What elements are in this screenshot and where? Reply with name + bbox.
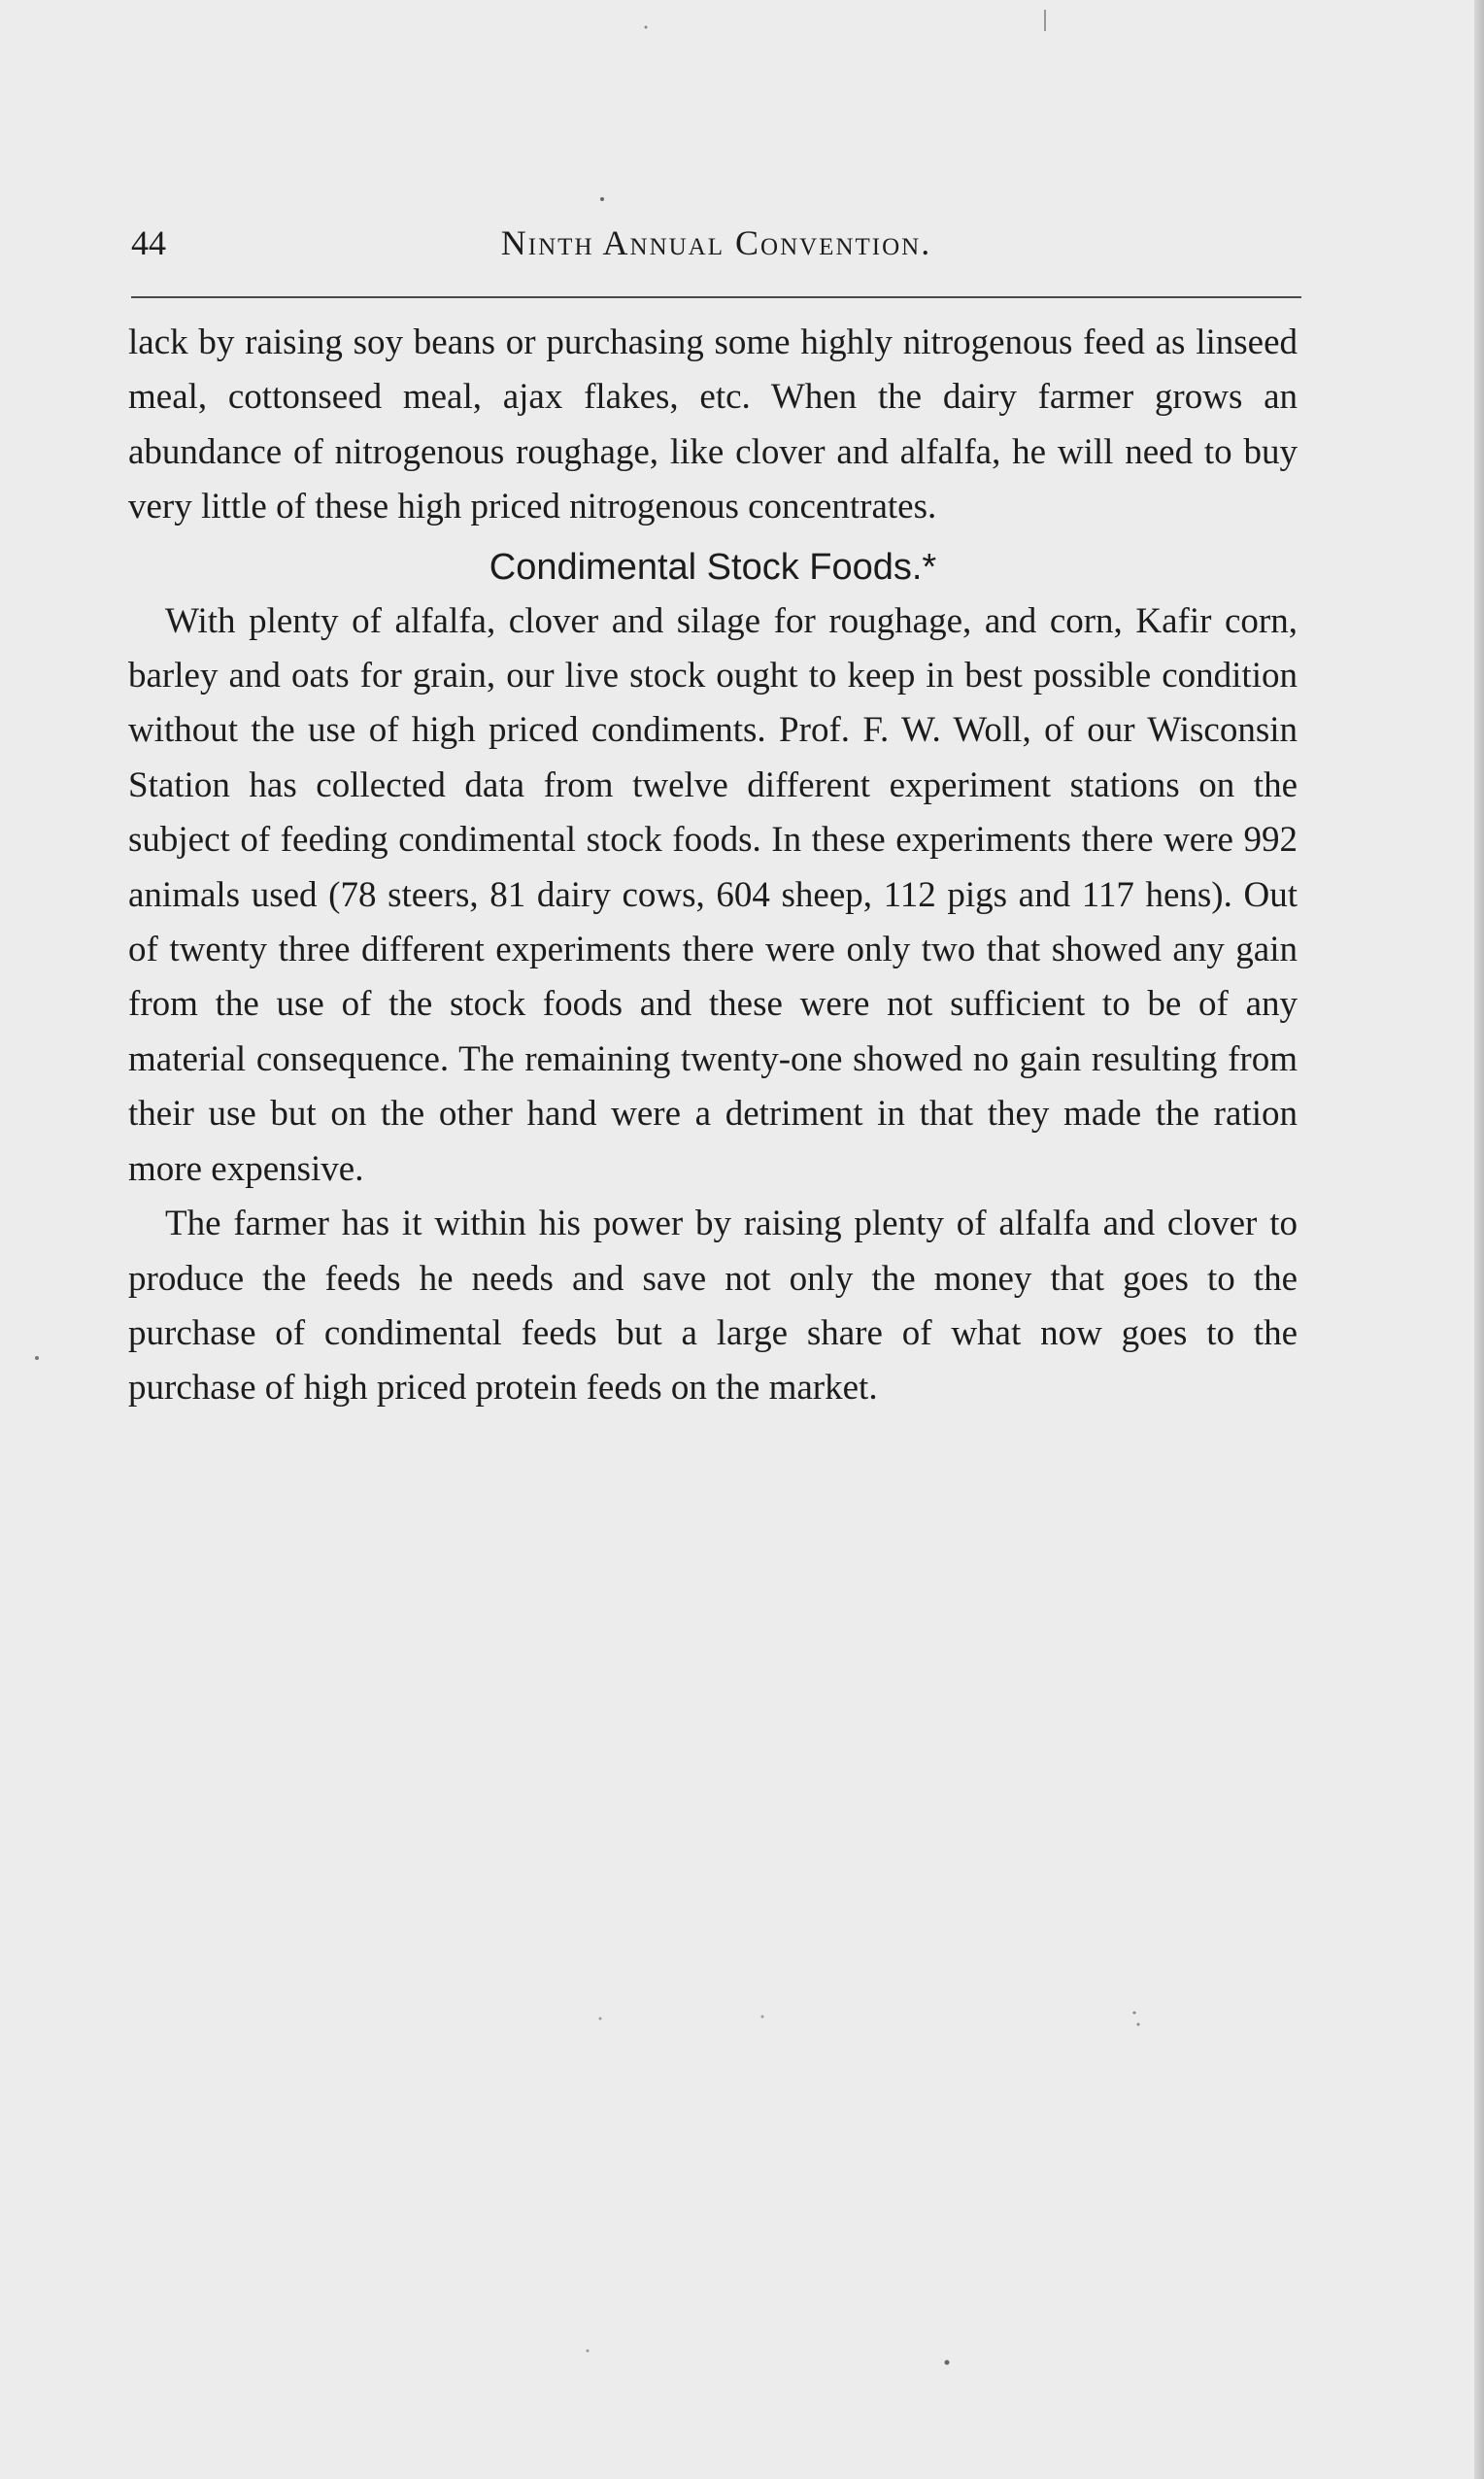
- section-heading: Condimental Stock Foods.*: [489, 546, 937, 588]
- running-title: Ninth Annual Convention.: [500, 223, 932, 262]
- paragraph-condimental-foods: With plenty of alfalfa, clover and silage for roughage, and corn, Kafir corn, barley and oats for grain, our live stock ought to keep in best possible condition without the use of high priced condiments. Prof. F. W. Woll, of our Wisconsin Station has collected data from twelve different experiment stations on the subject of feeding condimental stock foods. In these experiments there were 992 animals used (78 steers, 81 dairy cows, 604 sheep, 112 pigs and 117 hens). Out of twenty three different experiments there were only two that showed any gain from the use of the stock foods and these were not sufficient to be of any material consequence. The remaining twenty-one showed no gain resulting from their use but on the other hand were a detriment in that they made the ration more expensive.: [128, 600, 1298, 1189]
- speck: [35, 1356, 39, 1360]
- speck: [587, 2350, 590, 2353]
- speck: [599, 2018, 602, 2021]
- speck: [1133, 2012, 1136, 2015]
- paragraph-farmer-power: The farmer has it within his power by raising plenty of alfalfa and clover to produce the feeds he needs and save not only the money that goes to the purchase of condimental feeds but a large share of what now goes to the purchase of high priced protein feeds on the market.: [128, 1204, 1298, 1409]
- paragraph-continued: lack by raising soy beans or purchasing some highly nitrogenous feed as linseed meal, cottonseed meal, ajax flakes, etc. When the dairy farmer grows an abundance of nitrogenous roughage, like clover and alfalfa, he will need to buy very little of these high priced nitrogenous concentrates.: [128, 323, 1298, 527]
- speck: [600, 197, 604, 201]
- speck: [645, 26, 648, 29]
- speck: [761, 2016, 764, 2019]
- speck: [1044, 10, 1046, 31]
- speck: [1137, 2023, 1140, 2026]
- page-number: 44: [131, 223, 166, 262]
- speck: [945, 2360, 950, 2365]
